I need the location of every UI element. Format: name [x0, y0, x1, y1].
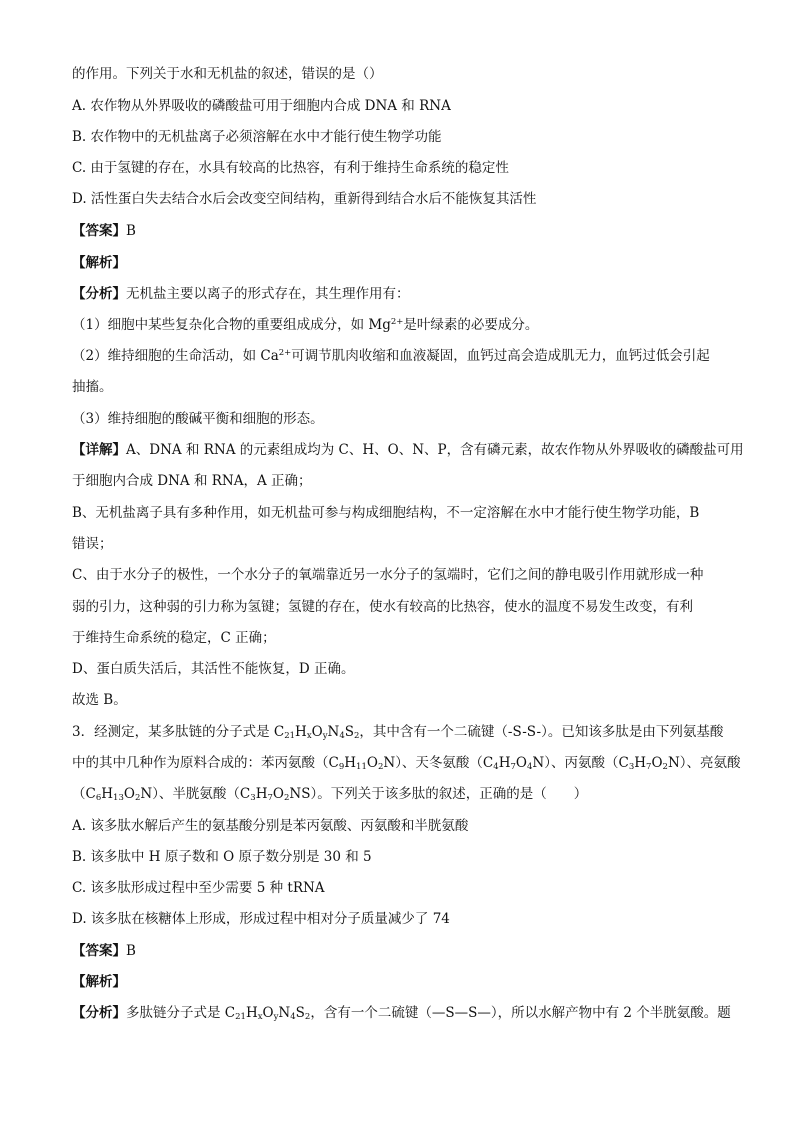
q3-l2-j: N）、亮氨酸: [667, 755, 741, 771]
q2-fenxi-text: 无机盐主要以离子的形式存在，其生理作用有：: [126, 286, 410, 302]
q3-l2-b: H: [344, 755, 357, 771]
q3-l3-s4: 3: [250, 793, 256, 803]
q2-option-d: D. 活性蛋白失去结合水后会改变空间结构，重新得到结合水后不能恢复其活性: [72, 191, 537, 207]
q2-point-2-rest: 可调节肌肉收缩和血液凝固，血钙过高会造成肌无力，血钙过低会引起: [291, 348, 710, 364]
q3-l1-s3: y: [322, 731, 328, 741]
q3-l1-f: ，其中含有一个二硫键（-S-S-）。已知该多肽是由下列氨基酸: [359, 724, 724, 740]
q3-l2-s3: 2: [377, 762, 384, 772]
q3-fx-s1: 21: [235, 1012, 246, 1022]
q3-l1-c: O: [311, 724, 323, 740]
q2-detail-line-1: [72, 440, 744, 460]
q3-l2-f: O: [515, 755, 527, 771]
fenxi-label-2: 【分析】: [72, 1005, 126, 1021]
q3-l1-s5: 2: [354, 731, 360, 741]
q3-l2-c: O: [366, 755, 378, 771]
q3-fx-s3: y: [273, 1012, 279, 1022]
q3-l2-s4: 4: [493, 762, 499, 772]
q3-fenxi-line: [72, 1003, 732, 1023]
q3-l3-s2: 13: [113, 793, 124, 803]
q2-point-1: [72, 315, 732, 335]
q3-l3-f: O: [272, 786, 284, 802]
q2-detail-line-7: 于维持生命系统的稳定，C 正确；: [72, 630, 276, 646]
q2-answer: B: [126, 223, 136, 239]
q2-detail-line-3: B、无机盐离子具有多种作用，如无机盐可参与构成细胞结构，不一定溶解在水中才能行使生物学功能，B: [72, 505, 700, 521]
q3-l1-d: N: [327, 724, 340, 740]
q2-detail-text-1: A、DNA 和 RNA 的元素组成均为 C、H、O、N、P，含有磷元素，故农作物从外界吸收的磷酸盐可用: [126, 442, 744, 458]
fenxi-label: 【分析】: [72, 286, 126, 302]
q3-option-b: B. 该多肽中 H 原子数和 O 原子数分别是 30 和 5: [72, 849, 372, 865]
q2-detail-line-2: 于细胞内合成 DNA 和 RNA，A 正确；: [72, 473, 312, 489]
q2-detail-line-8: D、蛋白质失活后，其活性不能恢复，D 正确。: [72, 661, 355, 677]
q3-l3-b: H: [101, 786, 114, 802]
q2-option-a: A. 农作物从外界吸收的磷酸盐可用于细胞内合成 DNA 和 RNA: [72, 98, 451, 114]
q3-l2-s6: 4: [526, 762, 533, 772]
q3-answer-line: [72, 941, 732, 961]
q3-l2-h: H: [634, 755, 647, 771]
q2-point-1-rest: 是叶绿素的必要成分。: [403, 317, 539, 333]
q3-fx-s4: 4: [290, 1012, 296, 1022]
q3-l2-s9: 2: [662, 762, 668, 772]
xiangjie-label: 【详解】: [72, 442, 126, 458]
ca-charge: 2+: [278, 348, 292, 358]
q3-l1-a: 3．经测定，某多肽链的分子式是 C: [72, 724, 285, 740]
q3-option-d: D. 该多肽在核糖体上形成，形成过程中相对分子质量减少了 74: [72, 911, 450, 927]
q3-l1-s4: 4: [339, 731, 345, 741]
q3-l2-g: N）、丙氨酸（C: [532, 755, 629, 771]
q2-point-2: [72, 346, 732, 366]
q3-fx-s5: 2: [304, 1012, 311, 1022]
q3-l1-s2: x: [306, 731, 312, 741]
q2-analysis-heading: 【解析】: [72, 255, 126, 271]
q3-l3-e: H: [255, 786, 268, 802]
q3-l2-i: O: [651, 755, 663, 771]
answer-label-2: 【答案】: [72, 943, 126, 959]
q3-analysis-heading: 【解析】: [72, 974, 126, 990]
q3-l2-s1: 9: [338, 762, 345, 772]
q2-stem-tail: 的作用。下列关于水和无机盐的叙述，错误的是（）: [72, 66, 383, 82]
q3-option-c: C. 该多肽形成过程中至少需要 5 种 tRNA: [72, 880, 325, 896]
q3-l2-a: 中的其中几种作为原料合成的：苯丙氨酸（C: [72, 755, 339, 771]
q2-point-1-text: （1）细胞中某些复杂化合物的重要组成成分，如 Mg: [72, 317, 391, 333]
q2-detail-line-6: 弱的引力，这种弱的引力称为氢键；氢键的存在，使水有较高的比热容，使水的温度不易发生改变，有利: [72, 599, 693, 615]
q3-option-a: A. 该多肽水解后产生的氨基酸分别是苯丙氨酸、丙氨酸和半胱氨酸: [72, 818, 469, 834]
q3-l3-s1: 6: [95, 793, 102, 803]
q3-l2-s7: 3: [628, 762, 635, 772]
q3-l3-s5: 7: [267, 793, 273, 803]
q3-l2-e: H: [498, 755, 511, 771]
q3-answer: B: [126, 943, 136, 959]
q3-l1-e: S: [344, 724, 354, 740]
q3-l1-b: H: [295, 724, 307, 740]
q3-l3-s3: 2: [134, 793, 141, 803]
q2-conclusion: 故选 B。: [72, 692, 127, 708]
q3-fx-s2: x: [257, 1012, 263, 1022]
q3-l2-s5: 7: [510, 762, 516, 772]
q3-l3-a: （C: [72, 786, 96, 802]
q3-fx-f: ，含有一个二硫键（—S—S—），所以水解产物中有 2 个半胱氨酸。题: [310, 1005, 731, 1021]
q3-l3-c: O: [123, 786, 135, 802]
q2-point-3: （3）维持细胞的酸碱平衡和细胞的形态。: [72, 411, 324, 427]
q3-fx-b: H: [245, 1005, 258, 1021]
q3-stem-line-3: [72, 784, 732, 804]
q3-l3-g: NS）。下列关于该多肽的叙述，正确的是（ ）: [289, 786, 588, 802]
q3-l2-d: N）、天冬氨酸（C: [383, 755, 494, 771]
q3-l2-s2: 11: [356, 762, 367, 772]
q3-l3-s6: 2: [283, 793, 290, 803]
q2-answer-line: [72, 221, 732, 241]
q2-detail-line-5: C、由于水分子的极性，一个水分子的氧端靠近另一水分子的氢端时，它们之间的静电吸引作用就形成一种: [72, 567, 704, 583]
q3-fx-a: 多肽链分子式是 C: [126, 1005, 236, 1021]
q2-detail-line-4: 错误；: [72, 536, 113, 552]
q2-fenxi-line: [72, 284, 732, 304]
q3-fx-c: O: [262, 1005, 274, 1021]
q2-point-2-cont: 抽搐。: [72, 379, 113, 395]
mg-charge: 2+: [390, 317, 404, 327]
q3-l1-s1: 21: [284, 731, 296, 741]
q3-fx-e: S: [295, 1005, 305, 1021]
q3-fx-d: N: [278, 1005, 291, 1021]
q2-option-b: B. 农作物中的无机盐离子必须溶解在水中才能行使生物学功能: [72, 129, 442, 145]
q3-stem-line-1: [72, 722, 732, 742]
answer-label: 【答案】: [72, 223, 126, 239]
q3-l2-s8: 7: [646, 762, 652, 772]
q2-option-c: C. 由于氢键的存在，水具有较高的比热容，有利于维持生命系统的稳定性: [72, 160, 509, 176]
q2-point-2-text: （2）维持细胞的生命活动，如 Ca: [72, 348, 279, 364]
q3-stem-line-2: [72, 753, 741, 773]
q3-l3-d: N）、半胱氨酸（C: [140, 786, 251, 802]
